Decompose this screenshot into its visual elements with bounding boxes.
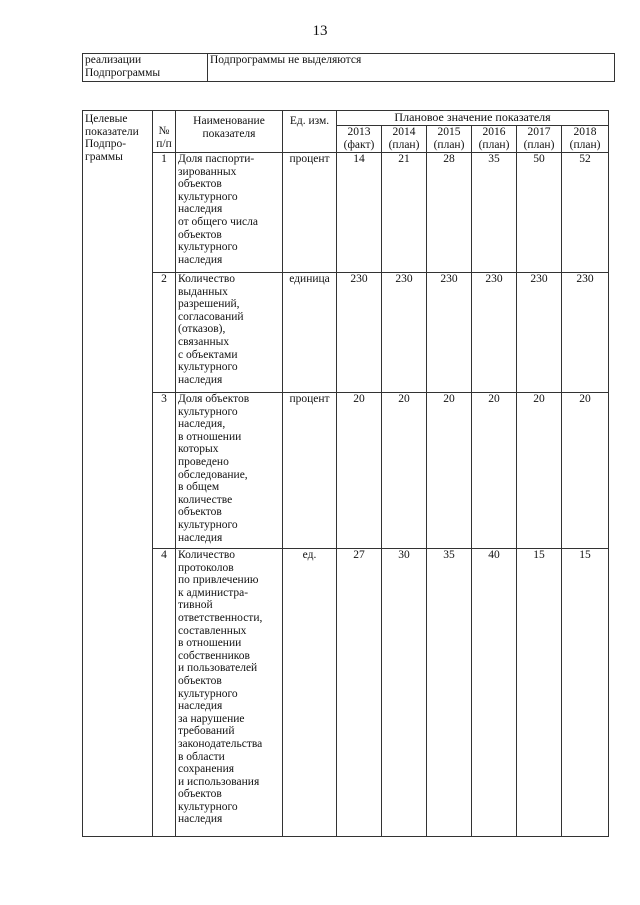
row-value-2017: 20 bbox=[517, 393, 562, 549]
year-2018: 2018 (план) bbox=[562, 126, 609, 153]
implementation-label: реализации Подпрограммы bbox=[83, 54, 208, 82]
header-plan: Плановое значение показателя bbox=[337, 111, 609, 126]
table-row bbox=[83, 549, 609, 837]
header-row-1 bbox=[83, 111, 609, 126]
row-value-2015: 20 bbox=[427, 393, 472, 549]
year-2017: 2017 (план) bbox=[517, 126, 562, 153]
table-row bbox=[83, 393, 609, 549]
row-value-2018: 15 bbox=[562, 549, 609, 837]
row-value-2013: 20 bbox=[337, 393, 382, 549]
page-number: 13 bbox=[312, 23, 328, 39]
row-num: 1 bbox=[153, 153, 176, 273]
row-unit: единица bbox=[283, 273, 337, 393]
row-value-2015: 35 bbox=[427, 549, 472, 837]
year-2015: 2015 (план) bbox=[427, 126, 472, 153]
row-name: Доля объектов культурного наследия, в отношении которых проведено обследование, в общем количестве объектов культурного наследия bbox=[176, 393, 283, 549]
header-num: № п/п bbox=[153, 111, 176, 153]
row-name: Количество выданных разрешений, согласований (отказов), связанных с объектами культурного наследия bbox=[176, 273, 283, 393]
row-num: 4 bbox=[153, 549, 176, 837]
row-value-2016: 20 bbox=[472, 393, 517, 549]
row-value-2015: 230 bbox=[427, 273, 472, 393]
row-value-2018: 230 bbox=[562, 273, 609, 393]
row-value-2016: 35 bbox=[472, 153, 517, 273]
row-value-2018: 20 bbox=[562, 393, 609, 549]
header-name: Наименование показателя bbox=[176, 111, 283, 153]
implementation-row bbox=[83, 54, 615, 82]
row-value-2016: 40 bbox=[472, 549, 517, 837]
row-value-2013: 230 bbox=[337, 273, 382, 393]
row-value-2014: 30 bbox=[382, 549, 427, 837]
year-2013: 2013 (факт) bbox=[337, 126, 382, 153]
row-value-2017: 50 bbox=[517, 153, 562, 273]
table-row bbox=[83, 273, 609, 393]
table-row bbox=[83, 153, 609, 273]
row-value-2013: 27 bbox=[337, 549, 382, 837]
row-value-2014: 20 bbox=[382, 393, 427, 549]
row-name: Количество протоколов по привлечению к администра- тивной ответственности, составленных в отношении собственников и пользователей объектов культурного наследия за нарушение требований законодательства в области сохранения и использования объектов культурного наследия bbox=[176, 549, 283, 837]
row-value-2017: 230 bbox=[517, 273, 562, 393]
row-num: 3 bbox=[153, 393, 176, 549]
row-value-2016: 230 bbox=[472, 273, 517, 393]
header-unit: Ед. изм. bbox=[283, 111, 337, 153]
year-2014: 2014 (план) bbox=[382, 126, 427, 153]
row-value-2014: 21 bbox=[382, 153, 427, 273]
row-value-2017: 15 bbox=[517, 549, 562, 837]
row-unit: процент bbox=[283, 393, 337, 549]
row-value-2014: 230 bbox=[382, 273, 427, 393]
row-unit: процент bbox=[283, 153, 337, 273]
indicators-table bbox=[82, 110, 609, 837]
row-unit: ед. bbox=[283, 549, 337, 837]
row-value-2013: 14 bbox=[337, 153, 382, 273]
section-label: Целевые показатели Подпро-граммы bbox=[83, 111, 153, 837]
year-2016: 2016 (план) bbox=[472, 126, 517, 153]
implementation-table bbox=[82, 53, 615, 82]
row-value-2015: 28 bbox=[427, 153, 472, 273]
row-name: Доля паспорти- зированных объектов культурного наследия от общего числа объектов культурного наследия bbox=[176, 153, 283, 273]
row-value-2018: 52 bbox=[562, 153, 609, 273]
implementation-value: Подпрограммы не выделяются bbox=[208, 54, 615, 82]
row-num: 2 bbox=[153, 273, 176, 393]
